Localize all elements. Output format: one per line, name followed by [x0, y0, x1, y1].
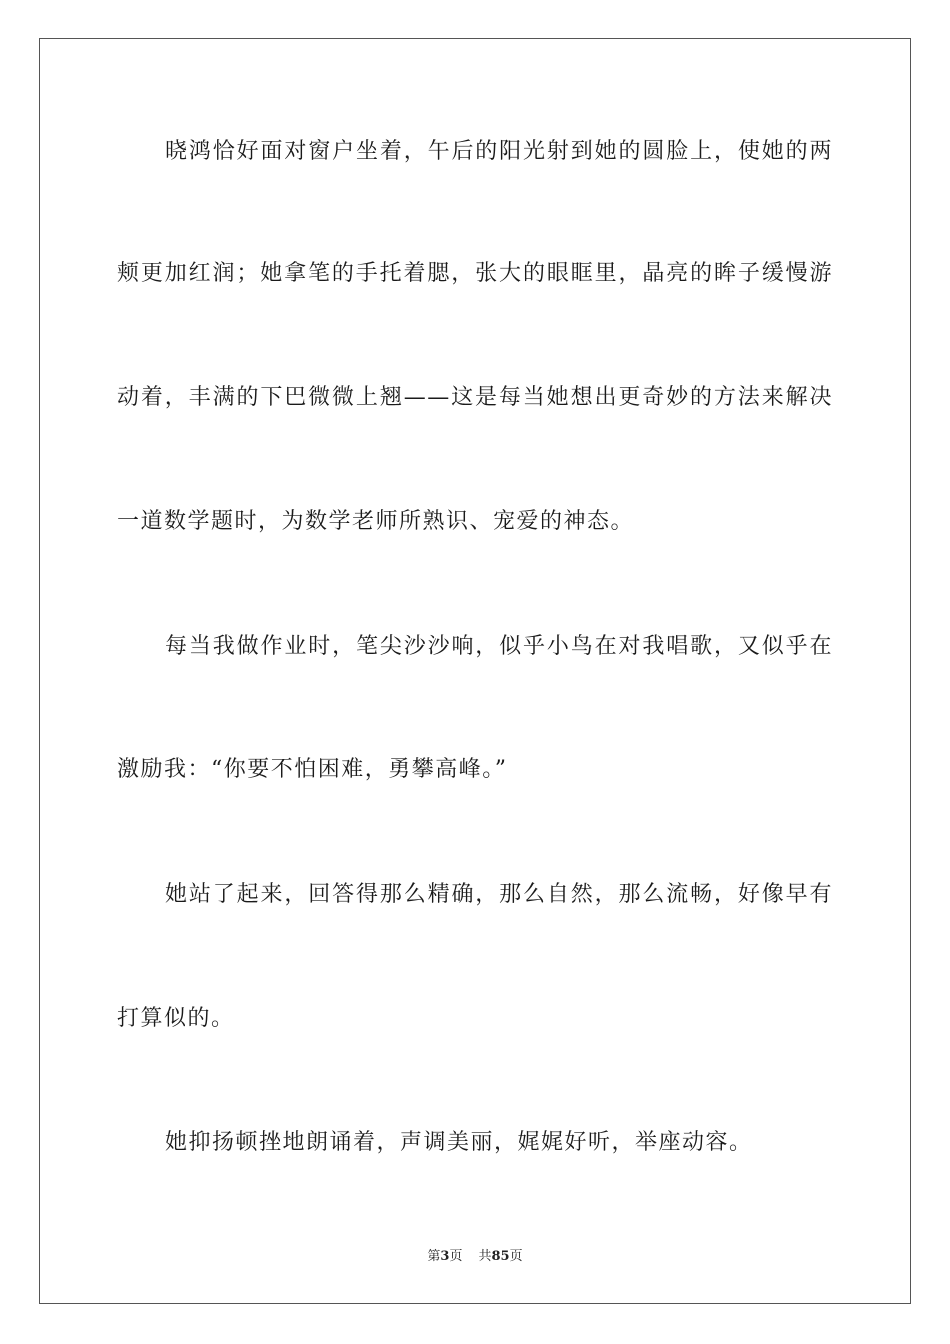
- paragraph-3-line-2: 打算似的。: [117, 1006, 235, 1031]
- paragraph-2-line-2: 激励我：“你要不怕困难，勇攀高峰。”: [117, 757, 508, 782]
- page-footer: [0, 1249, 950, 1265]
- paragraph-1-line-3: 动着，丰满的下巴微微上翘——这是每当她想出更奇妙的方法来解决: [117, 385, 833, 410]
- total-prefix: 共: [478, 1249, 492, 1264]
- paragraph-1-line-4: 一道数学题时，为数学老师所熟识、宠爱的神态。: [117, 509, 635, 534]
- total-pages: 85: [491, 1249, 510, 1264]
- paragraph-2-line-1: 每当我做作业时，笔尖沙沙响，似乎小鸟在对我唱歌，又似乎在: [165, 634, 833, 659]
- paragraph-4-line-1: 她抑扬顿挫地朗诵着，声调美丽，娓娓好听，举座动容。: [165, 1130, 753, 1155]
- total-suffix: 页: [509, 1249, 523, 1264]
- page-prefix: 第: [427, 1249, 441, 1264]
- page-suffix: 页: [449, 1249, 463, 1264]
- paragraph-1-line-2: 颊更加红润；她拿笔的手托着腮，张大的眼眶里，晶亮的眸子缓慢游: [117, 261, 833, 286]
- page-number: 3: [440, 1249, 450, 1264]
- paragraph-3-line-1: 她站了起来，回答得那么精确，那么自然，那么流畅，好像早有: [165, 882, 833, 907]
- page-border: [39, 38, 911, 1304]
- paragraph-1-line-1: 晓鸿恰好面对窗户坐着，午后的阳光射到她的圆脸上，使她的两: [165, 139, 833, 164]
